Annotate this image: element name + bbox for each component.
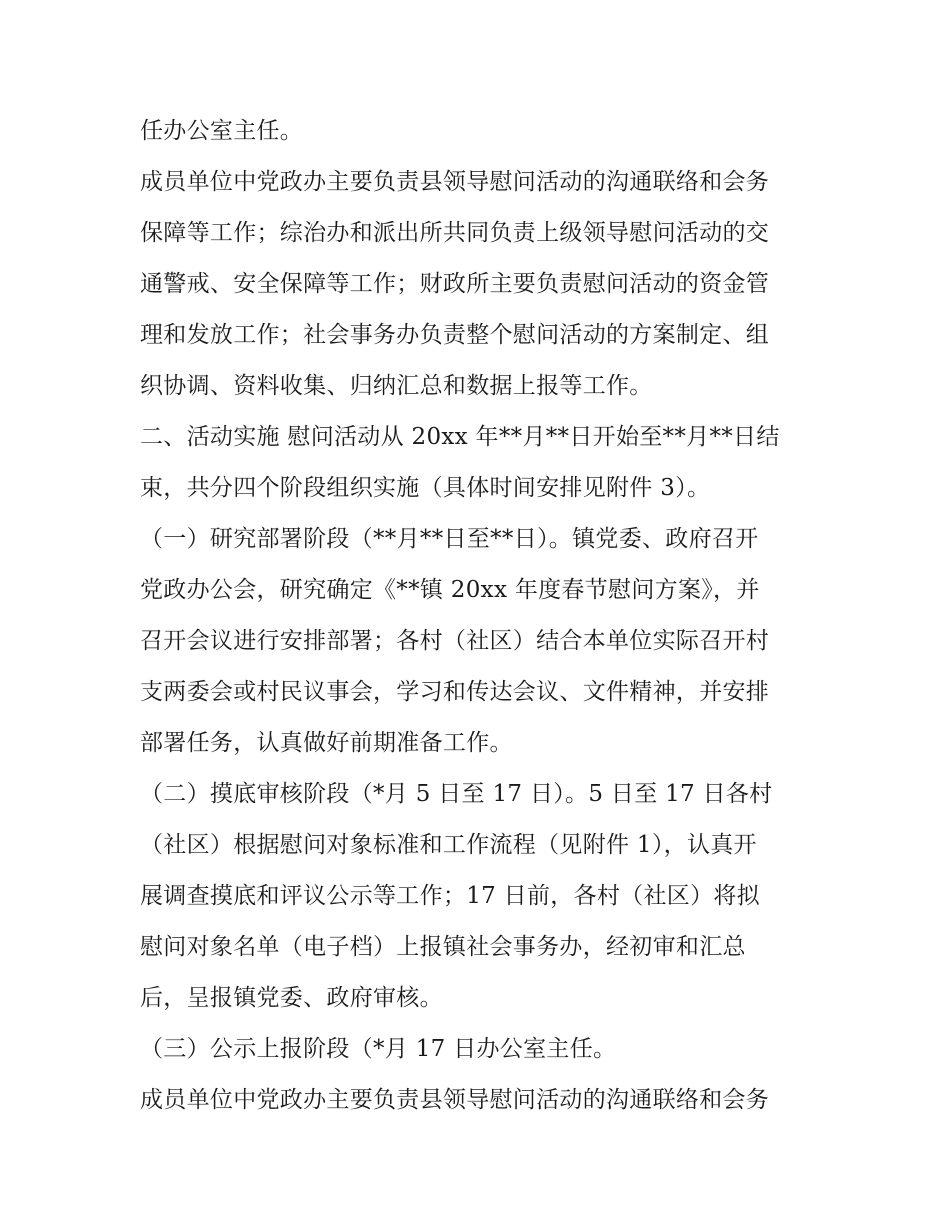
- text-line-3: 保障等工作；综治办和派出所共同负责上级领导慰问活动的交: [140, 220, 770, 246]
- text-line-5: 理和发放工作；社会事务办负责整个慰问活动的方案制定、组: [140, 322, 770, 348]
- text-line-10: 党政办公会，研究确定《**镇 20xx 年度春节慰问方案》，并: [140, 577, 760, 603]
- text-line-12: 支两委会或村民议事会，学习和传达会议、文件精神，并安排: [140, 679, 770, 705]
- text-line-7: 二、活动实施 慰问活动从 20xx 年**月**日开始至**月**日结: [140, 424, 780, 450]
- text-line-2: 成员单位中党政办主要负责县领导慰问活动的沟通联络和会务: [140, 169, 770, 195]
- text-line-18: 后，呈报镇党委、政府审核。: [140, 985, 443, 1011]
- text-line-20: 成员单位中党政办主要负责县领导慰问活动的沟通联络和会务: [140, 1087, 770, 1113]
- text-line-14: （二）摸底审核阶段（*月 5 日至 17 日）。5 日至 17 日各村: [140, 781, 773, 807]
- text-line-8: 束，共分四个阶段组织实施（具体时间安排见附件 3）。: [140, 475, 711, 501]
- text-line-1: 任办公室主任。: [140, 118, 304, 144]
- text-line-11: 召开会议进行安排部署；各村（社区）结合本单位实际召开村: [140, 628, 770, 654]
- text-line-17: 慰问对象名单（电子档）上报镇社会事务办，经初审和汇总: [140, 934, 746, 960]
- text-line-19: （三）公示上报阶段（*月 17 日办公室主任。: [140, 1036, 617, 1062]
- text-line-6: 织协调、资料收集、归纳汇总和数据上报等工作。: [140, 373, 653, 399]
- text-line-15: （社区）根据慰问对象标准和工作流程（见附件 1），认真开: [140, 832, 757, 858]
- text-line-16: 展调查摸底和评议公示等工作；17 日前，各村（社区）将拟: [140, 883, 760, 909]
- text-line-13: 部署任务，认真做好前期准备工作。: [140, 730, 513, 756]
- text-line-4: 通警戒、安全保障等工作；财政所主要负责慰问活动的资金管: [140, 271, 770, 297]
- text-line-9: （一）研究部署阶段（**月**日至**日）。镇党委、政府召开: [140, 526, 759, 552]
